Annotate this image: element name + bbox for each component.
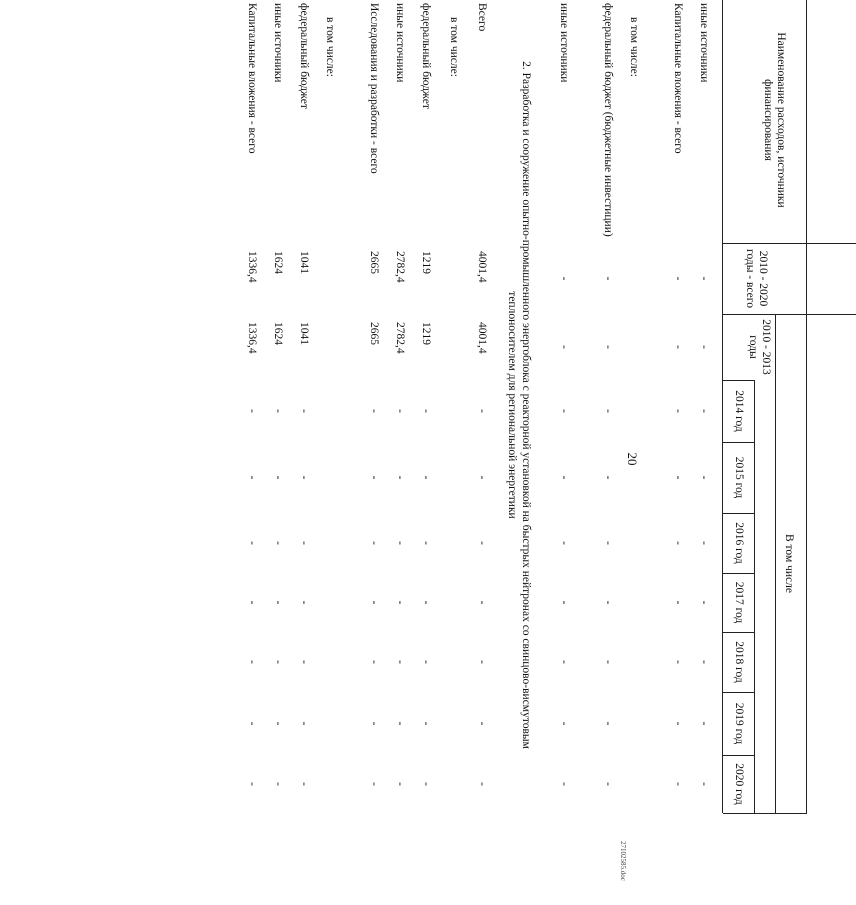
table-row-value: - bbox=[394, 475, 406, 480]
table-row-value: 1219 bbox=[420, 322, 432, 345]
rule-year-7 bbox=[723, 632, 755, 633]
table-row-value: 1336,4 bbox=[246, 251, 258, 283]
table-row-value: - bbox=[368, 409, 380, 413]
header-year-2: 2015 год bbox=[733, 456, 745, 499]
table-row-value: - bbox=[698, 475, 710, 480]
table-row-value: - bbox=[602, 409, 614, 413]
financing-table bbox=[233, 0, 807, 835]
table-row-value: - bbox=[420, 600, 432, 605]
header-year-5: 2018 год bbox=[733, 641, 745, 683]
table-row-value: - bbox=[602, 600, 614, 605]
table-row-value: - bbox=[602, 541, 614, 545]
header-total: 2010 - 2020 годы - всего bbox=[744, 249, 769, 308]
rotated-table-wrapper bbox=[233, 0, 807, 835]
table-row-value: - bbox=[368, 600, 380, 605]
table-row-value: - bbox=[558, 541, 570, 545]
rule-year-9 bbox=[723, 755, 755, 756]
header-name: Наименование расходов, источники финансирования bbox=[762, 32, 787, 208]
table-row-label: иные источники bbox=[272, 3, 284, 83]
table-row-value: - bbox=[298, 475, 310, 480]
table-row-value: 2782,4 bbox=[394, 251, 406, 283]
rule-year-8 bbox=[723, 692, 755, 693]
table-row-label: Капитальные вложения - всего bbox=[672, 3, 684, 154]
rule-year-6 bbox=[723, 573, 755, 574]
table-row-value: - bbox=[558, 660, 570, 664]
table-row-value: - bbox=[698, 660, 710, 664]
table-row-value: - bbox=[476, 409, 488, 413]
table-row-value: - bbox=[672, 721, 684, 726]
table-row-value: 1336,4 bbox=[246, 322, 258, 354]
table-row-value: - bbox=[246, 721, 258, 726]
section-2-heading: 2. Разработка и сооружение опытно-промышленного энергоблока с реакторной установкой на быстрых нейтронах со свинцово-висмутовым теплоносителем для региональной энергетики bbox=[506, 61, 532, 749]
table-row-value: - bbox=[272, 409, 284, 413]
header-in-that: В том числе bbox=[783, 534, 795, 593]
table-row-value: - bbox=[672, 345, 684, 349]
rule-name-total bbox=[723, 243, 856, 244]
table-row-value: - bbox=[698, 600, 710, 605]
table-row-value: 1041 bbox=[298, 251, 310, 274]
table-row-value: - bbox=[558, 475, 570, 480]
table-row-value: - bbox=[602, 345, 614, 349]
table-row-value: - bbox=[672, 600, 684, 605]
table-row-value: - bbox=[672, 475, 684, 480]
table-row-value: - bbox=[272, 541, 284, 545]
table-row-label: в том числе: bbox=[628, 17, 640, 77]
table-row-value: - bbox=[698, 276, 710, 281]
table-row-value: - bbox=[420, 721, 432, 726]
table-row-value: - bbox=[394, 660, 406, 664]
table-row-value: - bbox=[698, 541, 710, 545]
table-row-value: - bbox=[368, 660, 380, 664]
document-filename: 27102585.doc bbox=[619, 841, 627, 881]
table-row-value: - bbox=[672, 782, 684, 786]
rule-year-5 bbox=[723, 513, 755, 514]
table-row-value: 4001,4 bbox=[476, 322, 488, 354]
table-row-value: - bbox=[246, 600, 258, 605]
table-row-value: - bbox=[602, 276, 614, 281]
table-row-value: - bbox=[602, 475, 614, 480]
table-row-value: 1624 bbox=[272, 322, 284, 345]
rule-right bbox=[723, 813, 807, 814]
table-row-value: - bbox=[420, 660, 432, 664]
table-row-value: 1041 bbox=[298, 322, 310, 345]
table-row-value: - bbox=[698, 721, 710, 726]
table-row-value: - bbox=[394, 409, 406, 413]
table-row-label: Исследования и разработки - всего bbox=[368, 3, 380, 174]
table-row-label: в том числе: bbox=[448, 17, 460, 77]
table-row-value: - bbox=[298, 409, 310, 413]
table-row-value: - bbox=[272, 475, 284, 480]
table-row-value: - bbox=[602, 721, 614, 726]
table-row-value: - bbox=[420, 782, 432, 786]
table-row-value: - bbox=[476, 475, 488, 480]
table-row-value: - bbox=[558, 276, 570, 281]
years-rule bbox=[754, 380, 755, 813]
table-row-value: - bbox=[394, 721, 406, 726]
table-row-value: - bbox=[558, 782, 570, 786]
table-row-value: - bbox=[368, 721, 380, 726]
table-row-value: - bbox=[394, 541, 406, 545]
table-row-value: - bbox=[602, 660, 614, 664]
table-row-value: - bbox=[298, 660, 310, 664]
table-row-value: - bbox=[272, 721, 284, 726]
table-row-value: - bbox=[476, 782, 488, 786]
table-row-value: - bbox=[558, 721, 570, 726]
table-row-value: - bbox=[246, 541, 258, 545]
table-row-value: 4001,4 bbox=[476, 251, 488, 283]
table-row-value: - bbox=[558, 345, 570, 349]
table-row-value: - bbox=[394, 600, 406, 605]
header-year-0: 2010 - 2013 годы bbox=[747, 319, 772, 375]
table-row-label: иные источники bbox=[394, 3, 406, 83]
table-row-label: в том числе: bbox=[324, 17, 336, 77]
table-row-value: - bbox=[698, 409, 710, 413]
table-row-value: - bbox=[672, 660, 684, 664]
table-row-label: федеральный бюджет (бюджетные инвестиции) bbox=[602, 3, 614, 237]
table-row-label: Всего bbox=[476, 3, 488, 32]
table-row-value: - bbox=[420, 475, 432, 480]
table-row-value: - bbox=[698, 782, 710, 786]
table-row-label: иные источники bbox=[698, 3, 710, 83]
header-top-rule bbox=[806, 0, 807, 813]
table-row-label: Капитальные вложения - всего bbox=[246, 3, 258, 154]
table-row-value: - bbox=[558, 600, 570, 605]
table-row-value: - bbox=[476, 541, 488, 545]
header-year-7: 2020 год bbox=[733, 763, 745, 805]
table-row-value: - bbox=[558, 409, 570, 413]
page-number: 20 bbox=[625, 452, 640, 466]
table-row-value: - bbox=[272, 600, 284, 605]
table-row-value: - bbox=[420, 541, 432, 545]
table-row-value: - bbox=[246, 475, 258, 480]
table-row-value: - bbox=[246, 782, 258, 786]
rule-first-2014 bbox=[723, 380, 755, 381]
table-row-value: - bbox=[476, 721, 488, 726]
table-row-value: - bbox=[298, 541, 310, 545]
table-row-value: - bbox=[298, 721, 310, 726]
table-row-value: - bbox=[246, 409, 258, 413]
table-row-label: федеральный бюджет bbox=[420, 3, 432, 109]
table-row-label: иные источники bbox=[558, 3, 570, 83]
table-row-value: 2665 bbox=[368, 251, 380, 274]
table-row-value: 2665 bbox=[368, 322, 380, 345]
table-row-value: - bbox=[298, 782, 310, 786]
table-row-value: - bbox=[672, 276, 684, 281]
header-year-6: 2019 год bbox=[733, 702, 745, 745]
in-that-rule bbox=[775, 314, 776, 813]
table-row-value: 2782,4 bbox=[394, 322, 406, 354]
header-year-3: 2016 год bbox=[733, 522, 745, 564]
table-row-value: 1219 bbox=[420, 251, 432, 274]
table-row-value: - bbox=[298, 600, 310, 605]
table-row-value: - bbox=[602, 782, 614, 786]
table-row-value: - bbox=[476, 660, 488, 664]
table-row-value: 1624 bbox=[272, 251, 284, 274]
table-row-value: - bbox=[272, 660, 284, 664]
table-row-value: - bbox=[476, 600, 488, 605]
table-row-value: - bbox=[420, 409, 432, 413]
table-row-value: - bbox=[672, 409, 684, 413]
table-row-value: - bbox=[698, 345, 710, 349]
table-row-value: - bbox=[394, 782, 406, 786]
header-year-4: 2017 год bbox=[733, 581, 745, 624]
table-row-value: - bbox=[368, 475, 380, 480]
table-row-value: - bbox=[272, 782, 284, 786]
table-row-value: - bbox=[246, 660, 258, 664]
rule-year-4 bbox=[723, 442, 755, 443]
header-year-1: 2014 год bbox=[733, 390, 745, 432]
table-row-value: - bbox=[368, 541, 380, 545]
table-row-value: - bbox=[672, 541, 684, 545]
table-row-value: - bbox=[368, 782, 380, 786]
table-row-label: федеральный бюджет bbox=[298, 3, 310, 109]
